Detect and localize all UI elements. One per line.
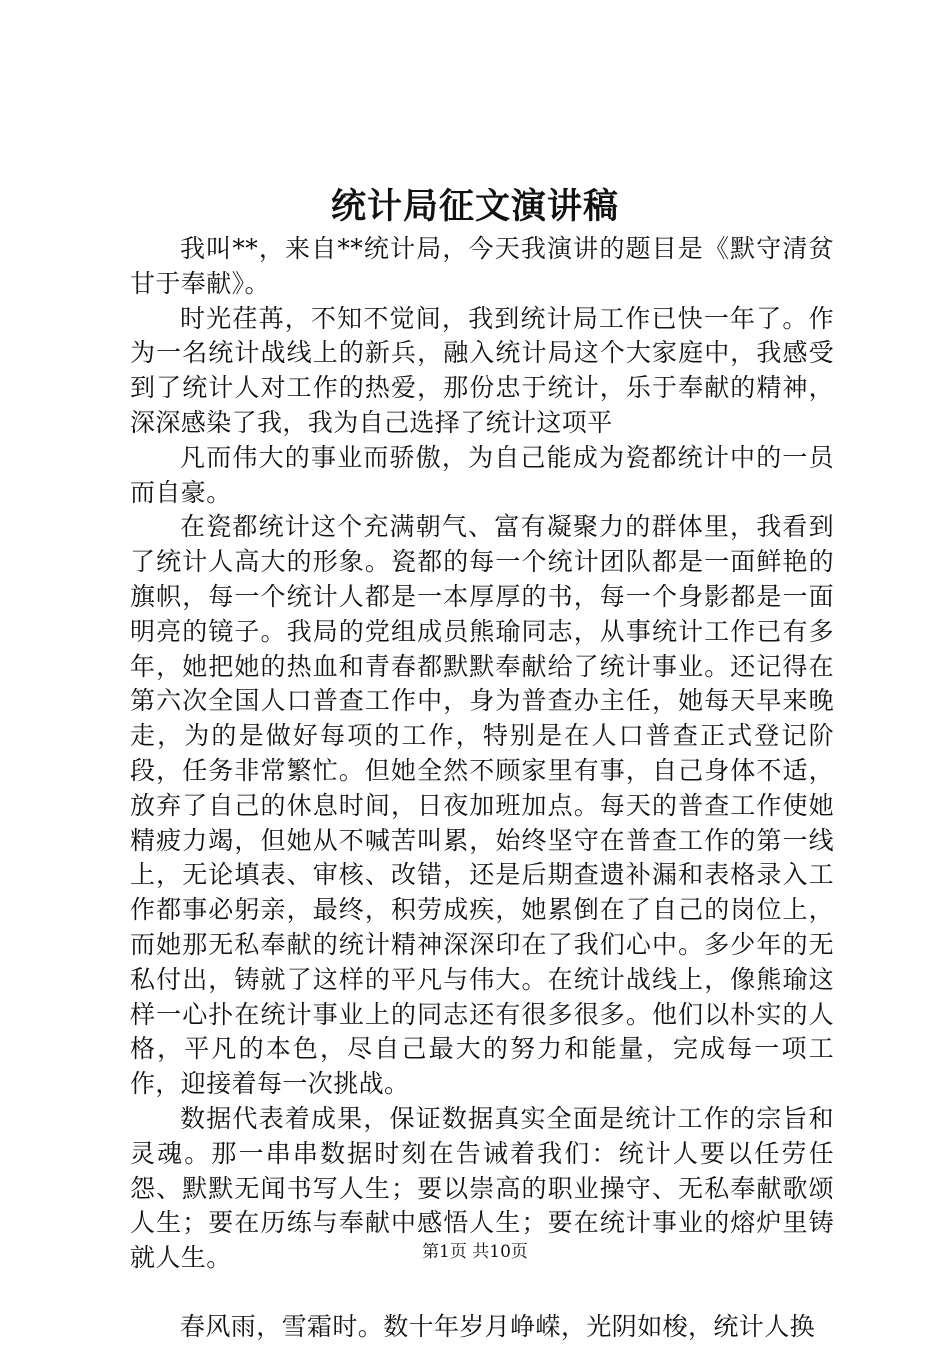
paragraph-intro: 我叫**，来自**统计局，今天我演讲的题目是《默守清贫甘于奉献》。	[130, 234, 834, 298]
document-body	[130, 232, 834, 1345]
page-number-footer: 第1页 共10页	[422, 1242, 528, 1262]
paragraph-time-passes: 时光荏苒，不知不觉间，我到统计局工作已快一年了。作为一名统计战线上的新兵，融入统计局这个大家庭中，我感受到了统计人对工作的热爱，那份忠于统计，乐于奉献的精神，深深感染了我，我为自己选择了统计这项平	[130, 303, 834, 437]
paragraph-data-soul: 数据代表着成果，保证数据真实全面是统计工作的宗旨和灵魂。那一串串数据时刻在告诫着我们：统计人要以任劳任怨、默默无闻书写人生；要以崇高的职业操守、无私奉献歌颂人生；要在历练与奉献中感悟人生；要在统计事业的熔炉里铸就人生。	[130, 1103, 834, 1273]
paragraph-colleague-story: 在瓷都统计这个充满朝气、富有凝聚力的群体里，我看到了统计人高大的形象。瓷都的每一个统计团队都是一面鲜艳的旗帜，每一个统计人都是一本厚厚的书，每一个身影都是一面明亮的镜子。我局的党组成员熊瑜同志，从事统计工作已有多年，她把她的热血和青春都默默奉献给了统计事业。还记得在第六次全国人口普查工作中，身为普查办主任，她每天早来晚走，为的是做好每项的工作，特别是在人口普查正式登记阶段，任务非常繁忙。但她全然不顾家里有事，自己身体不适，放弃了自己的休息时间，日夜加班加点。每天的普查工作使她精疲力竭，但她从不喊苦叫累，始终坚守在普查工作的第一线上，无论填表、审核、改错，还是后期查遗补漏和表格录入工作都事必躬亲，最终，积劳成疾，她累倒在了自己的岗位上，而她那无私奉献的统计精神深深印在了我们心中。多少年的无私付出，铸就了这样的平凡与伟大。在统计战线上，像熊瑜这样一心扑在统计事业上的同志还有很多很多。他们以朴实的人格，平凡的本色，尽自己最大的努力和能量，完成每一项工作，迎接着每一次挑战。	[130, 512, 834, 1099]
paragraph-spring-wind: 春风雨，雪霜时。数十年岁月峥嵘，光阴如梭，统计人换	[180, 1311, 816, 1341]
paragraph-pride: 凡而伟大的事业而骄傲，为自己能成为瓷都统计中的一员而自豪。	[130, 442, 834, 507]
document-title: 统计局征文演讲稿	[330, 186, 619, 227]
